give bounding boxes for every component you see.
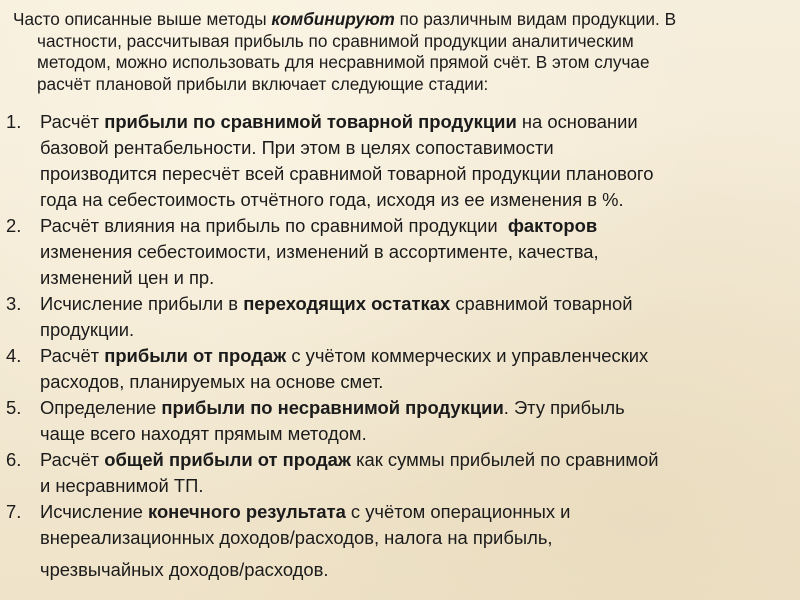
item-emphasis: переходящих остатках (243, 293, 451, 314)
item-line: и несравнимой ТП. (40, 475, 204, 496)
item-emphasis: конечного результата (147, 501, 346, 522)
intro-line-2: частности, рассчитывая прибыль по сравнимой продукции аналитическим (37, 30, 634, 51)
item-line: базовой рентабельности. При этом в целях сопоставимости (40, 137, 554, 158)
intro-text: по различным видам продукции. В (394, 9, 677, 29)
item-text: с учётом коммерческих и управленческих (286, 345, 649, 366)
intro-line-1 (13, 9, 783, 31)
item-number: 7. (6, 501, 22, 522)
item-text: . Эту прибыль (503, 397, 625, 418)
item-text: Расчёт (40, 345, 105, 366)
item-emphasis: прибыли по сравнимой товарной продукции (104, 111, 517, 132)
item-emphasis: общей прибыли от продаж (104, 449, 351, 470)
item-number: 6. (6, 449, 22, 470)
intro-paragraph (13, 9, 783, 95)
list-item-3 (6, 291, 792, 343)
item-number: 4. (6, 345, 22, 366)
intro-emphasis: комбинируют (271, 9, 395, 29)
item-line (40, 213, 792, 239)
item-line: чрезвычайных доходов/расходов. (40, 559, 329, 580)
item-line (40, 109, 792, 135)
item-line (40, 291, 792, 317)
item-line: внереализационных доходов/расходов, налога на прибыль, (40, 527, 553, 548)
item-line (40, 395, 792, 421)
item-emphasis: прибыли от продаж (104, 345, 287, 366)
item-number: 1. (6, 111, 22, 132)
item-text: на основании (516, 111, 638, 132)
item-number: 5. (6, 397, 22, 418)
item-line: года на себестоимость отчётного года, исходя из ее изменения в %. (40, 189, 624, 210)
list-item-1 (6, 109, 792, 213)
item-text: с учётом операционных и (345, 501, 571, 522)
item-text: Исчисление прибыли в (40, 293, 244, 314)
item-text: Расчёт (40, 111, 105, 132)
item-emphasis: факторов (507, 215, 598, 236)
list-item-4 (6, 343, 792, 395)
intro-text: Часто описанные выше методы (13, 9, 272, 29)
item-text: Расчёт влияния на прибыль по сравнимой продукции (40, 215, 508, 236)
item-line: продукции. (40, 319, 135, 340)
item-line: расходов, планируемых на основе смет. (40, 371, 384, 392)
item-line: изменений цен и пр. (40, 267, 215, 288)
item-text: Расчёт (40, 449, 105, 470)
item-number: 2. (6, 215, 22, 236)
item-line: изменения себестоимости, изменений в ассортименте, качества, (40, 241, 599, 262)
list-item-2 (6, 213, 792, 291)
list-item-6 (6, 447, 792, 499)
list-item-7 (6, 499, 792, 583)
item-text: Определение (40, 397, 162, 418)
item-number: 3. (6, 293, 22, 314)
item-emphasis: прибыли по несравнимой продукции (161, 397, 504, 418)
item-line (40, 447, 792, 473)
item-line: чаще всего находят прямым методом. (40, 423, 367, 444)
item-line (40, 343, 792, 369)
list-item-5 (6, 395, 792, 447)
item-text: сравнимой товарной (450, 293, 633, 314)
item-text: как суммы прибылей по сравнимой (350, 449, 659, 470)
stages-list (6, 109, 792, 583)
item-text: Исчисление (40, 501, 148, 522)
intro-line-4: расчёт плановой прибыли включает следующие стадии: (37, 73, 489, 94)
item-line (40, 499, 792, 525)
intro-line-3: методом, можно использовать для несравнимой прямой счёт. В этом случае (37, 52, 650, 72)
item-line: производится пересчёт всей сравнимой товарной продукции планового (40, 163, 654, 184)
